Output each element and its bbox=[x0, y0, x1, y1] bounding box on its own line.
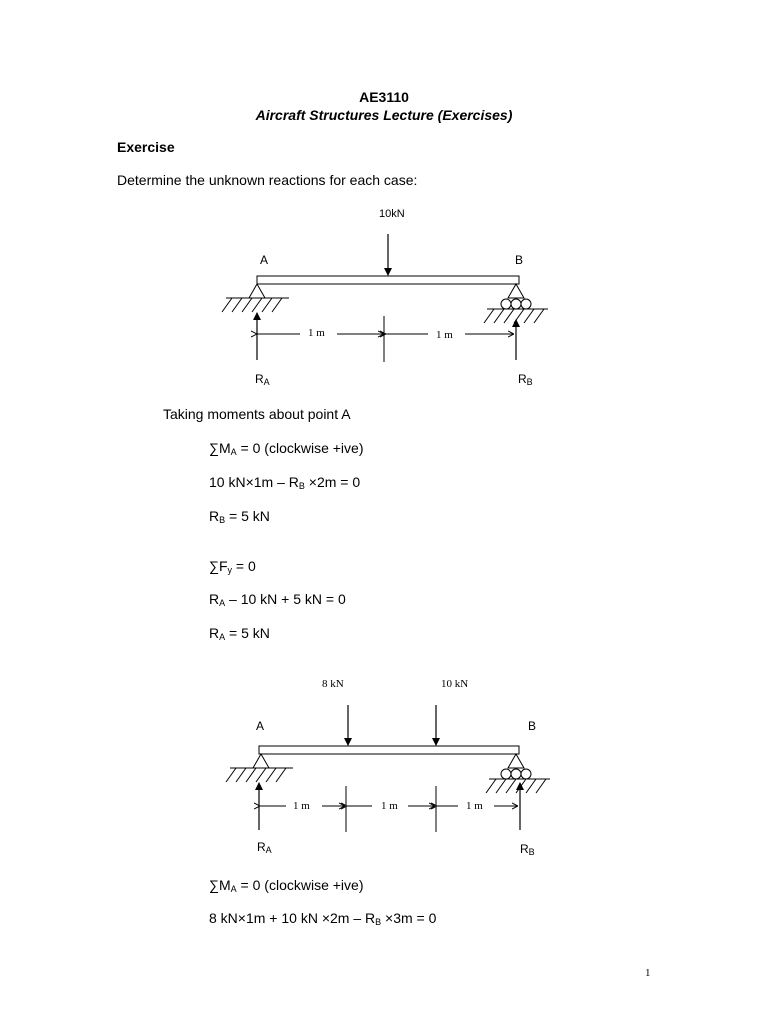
page-number: 1 bbox=[645, 967, 651, 979]
equation-line: ∑MA = 0 (clockwise +ive) bbox=[209, 877, 364, 894]
equation-line: RB = 5 kN bbox=[209, 508, 270, 525]
load-label-1: 10kN bbox=[379, 208, 405, 220]
prompt-text: Determine the unknown reactions for each case: bbox=[117, 172, 418, 188]
load-label-8kn: 8 kN bbox=[322, 678, 344, 690]
reaction-label-b-1: RB bbox=[518, 372, 533, 387]
page-title: Aircraft Structures Lecture (Exercises) bbox=[255, 107, 513, 123]
support-a-label-2: A bbox=[256, 719, 265, 733]
pin-support-a-2 bbox=[226, 754, 293, 782]
equation-line: RA – 10 kN + 5 kN = 0 bbox=[209, 591, 346, 608]
solution-intro: Taking moments about point A bbox=[163, 406, 351, 422]
reaction-label-a-2: RA bbox=[257, 840, 272, 855]
beam-1 bbox=[257, 276, 519, 284]
dimension-label-2a: 1 m bbox=[293, 800, 310, 812]
dimension-label-2b: 1 m bbox=[381, 800, 398, 812]
pin-support-a-1 bbox=[222, 284, 289, 312]
support-a-label-1: A bbox=[260, 253, 269, 267]
roller-support-b-2 bbox=[486, 754, 550, 793]
beam-2 bbox=[259, 746, 519, 754]
section-heading: Exercise bbox=[117, 139, 175, 155]
reaction-label-b-2: RB bbox=[520, 842, 535, 857]
dimension-label-2c: 1 m bbox=[466, 800, 483, 812]
equation-line: ∑MA = 0 (clockwise +ive) bbox=[209, 440, 364, 457]
equation-line: ∑Fy = 0 bbox=[209, 558, 256, 575]
dimension-label-1b: 1 m bbox=[436, 329, 453, 341]
reaction-label-a-1: RA bbox=[255, 372, 270, 387]
dimension-label-1a: 1 m bbox=[308, 327, 325, 339]
equation-line: 8 kN×1m + 10 kN ×2m – RB ×3m = 0 bbox=[209, 910, 437, 927]
roller-support-b-1 bbox=[484, 284, 548, 323]
course-code: AE3110 bbox=[359, 89, 409, 105]
equation-line: RA = 5 kN bbox=[209, 625, 270, 642]
equation-line: 10 kN×1m – RB ×2m = 0 bbox=[209, 474, 361, 491]
support-b-label-2: B bbox=[528, 719, 537, 733]
load-label-10kn: 10 kN bbox=[441, 678, 469, 690]
support-b-label-1: B bbox=[515, 253, 524, 267]
